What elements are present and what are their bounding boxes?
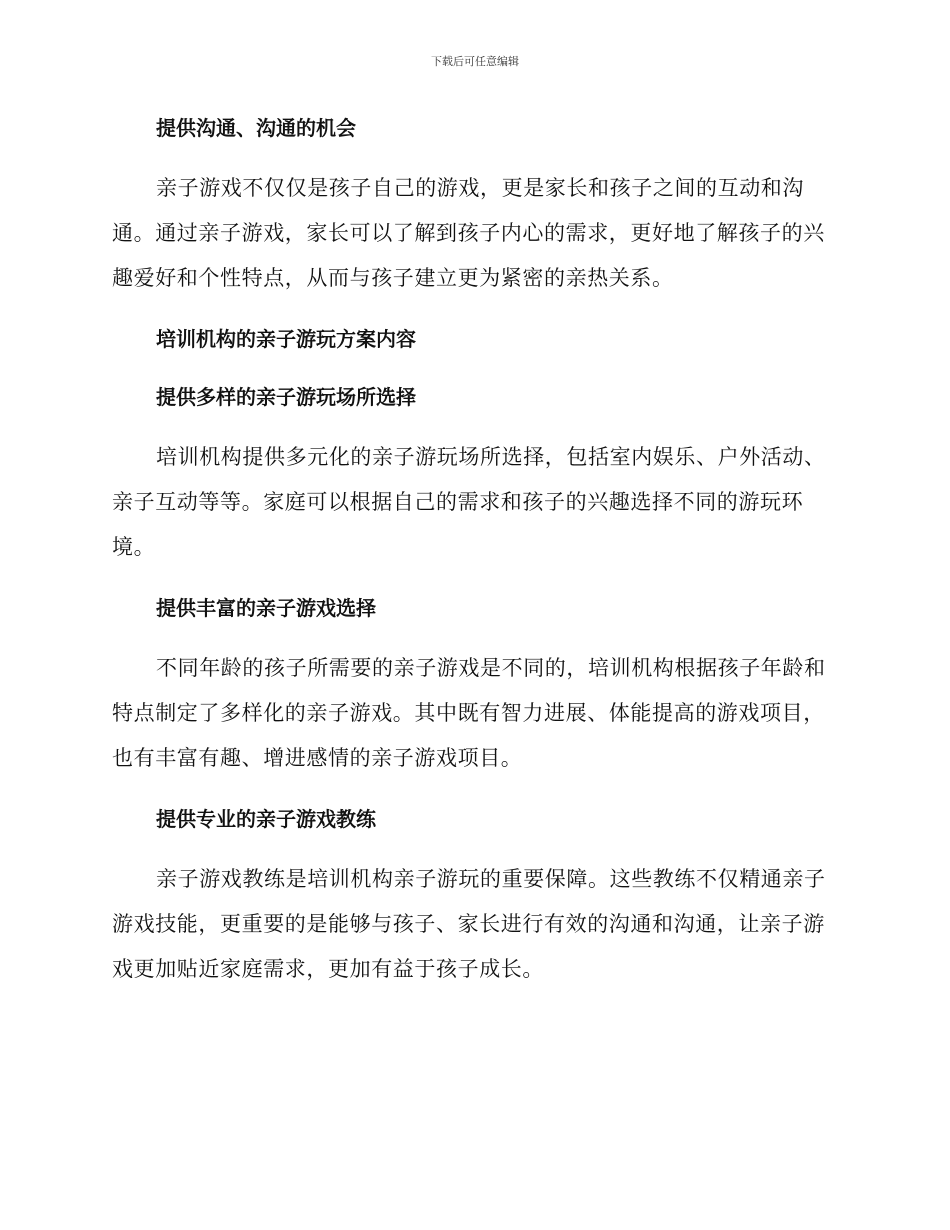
section-paragraph-games: 不同年龄的孩子所需要的亲子游戏是不同的，培训机构根据孩子年龄和特点制定了多样化的亲子游戏。其中既有智力进展、体能提高的游戏项目，也有丰富有趣、增进感情的亲子游戏项目。 xyxy=(112,656,826,770)
section-heading-plan-content: 培训机构的亲子游玩方案内容 xyxy=(156,327,416,351)
section-heading-games: 提供丰富的亲子游戏选择 xyxy=(156,596,376,620)
section-heading-venues: 提供多样的亲子游玩场所选择 xyxy=(156,385,416,409)
section-paragraph-coaches: 亲子游戏教练是培训机构亲子游玩的重要保障。这些教练不仅精通亲子游戏技能，更重要的是能够与孩子、家长进行有效的沟通和沟通，让亲子游戏更加贴近家庭需求，更加有益于孩子成长。 xyxy=(112,867,826,981)
section-paragraph-venues: 培训机构提供多元化的亲子游玩场所选择，包括室内娱乐、户外活动、亲子互动等等。家庭可以根据自己的需求和孩子的兴趣选择不同的游玩环境。 xyxy=(112,445,826,559)
section-heading-coaches: 提供专业的亲子游戏教练 xyxy=(156,807,376,831)
section-heading-communication: 提供沟通、沟通的机会 xyxy=(156,116,356,140)
section-paragraph-communication: 亲子游戏不仅仅是孩子自己的游戏，更是家长和孩子之间的互动和沟通。通过亲子游戏，家长可以了解到孩子内心的需求，更好地了解孩子的兴趣爱好和个性特点，从而与孩子建立更为紧密的亲热关系。 xyxy=(112,176,825,290)
document-body xyxy=(112,108,832,992)
header-note: 下载后可任意编辑 xyxy=(431,55,519,68)
